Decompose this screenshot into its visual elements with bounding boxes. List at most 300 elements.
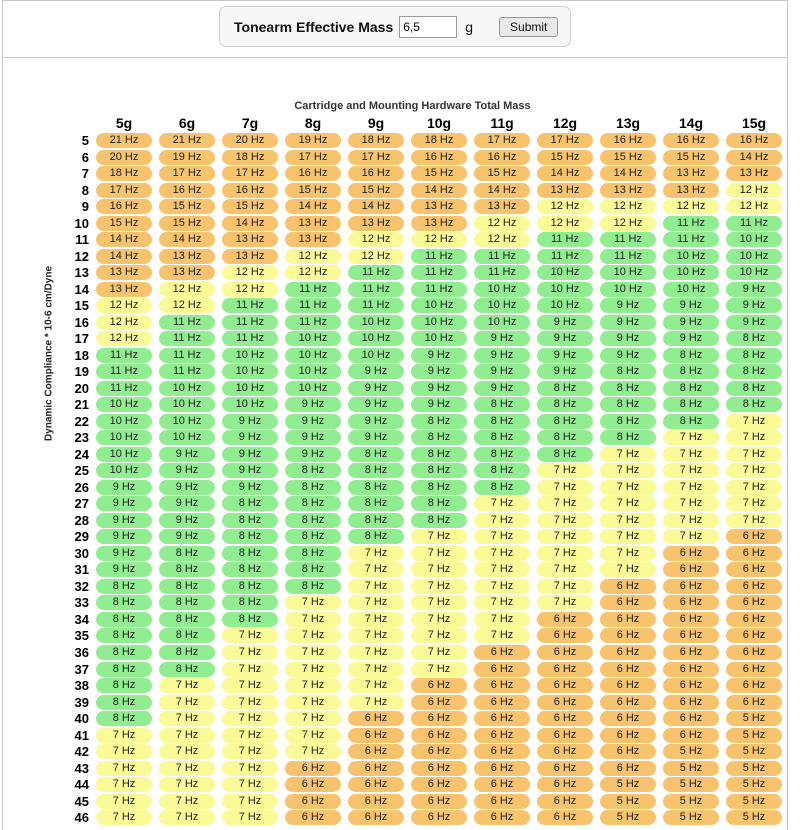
frequency-cell: 5 Hz [726,777,782,792]
frequency-cell: 14 Hz [474,183,530,198]
frequency-cell: 20 Hz [96,150,152,165]
frequency-cell: 8 Hz [411,447,467,462]
frequency-cell: 13 Hz [600,183,656,198]
frequency-cell: 10 Hz [537,282,593,297]
frequency-cell: 9 Hz [159,513,215,528]
frequency-cell: 10 Hz [96,447,152,462]
frequency-cell: 7 Hz [159,678,215,693]
compliance-row-label: 15 [74,298,89,314]
frequency-cell: 13 Hz [96,265,152,280]
frequency-cell: 8 Hz [96,645,152,660]
frequency-cell: 15 Hz [663,150,719,165]
frequency-cell: 13 Hz [411,216,467,231]
column-header: 14g [678,115,704,131]
frequency-cell: 9 Hz [222,463,278,478]
frequency-cell: 10 Hz [537,298,593,313]
column-header: 15g [741,115,767,131]
frequency-cell: 7 Hz [159,810,215,825]
frequency-cell: 5 Hz [663,777,719,792]
frequency-cell: 8 Hz [285,579,341,594]
frequency-cell: 10 Hz [159,430,215,445]
frequency-cell: 8 Hz [222,529,278,544]
frequency-cell: 9 Hz [537,331,593,346]
frequency-cell: 8 Hz [663,397,719,412]
compliance-row-label: 14 [74,281,89,297]
frequency-cell: 16 Hz [726,133,782,148]
frequency-cell: 8 Hz [96,595,152,610]
frequency-cell: 8 Hz [726,364,782,379]
frequency-cell: 14 Hz [600,166,656,181]
frequency-cell: 13 Hz [348,216,404,231]
frequency-cell: 11 Hz [96,348,152,363]
frequency-cell: 6 Hz [411,678,467,693]
frequency-cell: 8 Hz [159,628,215,643]
frequency-cell: 21 Hz [159,133,215,148]
table-row [43,777,782,792]
frequency-cell: 7 Hz [537,579,593,594]
frequency-cell: 8 Hz [663,414,719,429]
frequency-cell: 7 Hz [348,645,404,660]
column-header: 7g [241,115,259,131]
frequency-cell: 9 Hz [159,480,215,495]
compliance-row-label: 31 [74,562,89,578]
frequency-cell: 7 Hz [411,662,467,677]
frequency-cell: 12 Hz [726,183,782,198]
frequency-cell: 15 Hz [159,199,215,214]
frequency-cell: 6 Hz [663,579,719,594]
header-bar [3,6,787,58]
frequency-cell: 10 Hz [726,232,782,247]
frequency-cell: 13 Hz [663,183,719,198]
frequency-cell: 7 Hz [474,529,530,544]
compliance-row-label: 38 [74,678,89,694]
frequency-cell: 8 Hz [285,529,341,544]
frequency-cell: 9 Hz [663,298,719,313]
frequency-cell: 6 Hz [474,678,530,693]
frequency-cell: 13 Hz [285,216,341,231]
frequency-cell: 8 Hz [348,529,404,544]
frequency-cell: 8 Hz [600,414,656,429]
frequency-cell: 7 Hz [600,529,656,544]
frequency-cell: 8 Hz [159,645,215,660]
frequency-cell: 6 Hz [726,529,782,544]
table-row [43,645,782,660]
frequency-cell: 11 Hz [159,348,215,363]
frequency-cell: 10 Hz [600,282,656,297]
frequency-cell: 7 Hz [285,744,341,759]
frequency-cell: 6 Hz [663,645,719,660]
table-row [43,232,782,247]
compliance-row-label: 39 [74,694,89,710]
frequency-cell: 9 Hz [348,414,404,429]
frequency-cell: 6 Hz [474,810,530,825]
frequency-cell: 18 Hz [222,150,278,165]
frequency-cell: 7 Hz [411,645,467,660]
table-row [43,513,782,528]
frequency-cell: 5 Hz [726,728,782,743]
compliance-row-label: 30 [74,545,89,561]
compliance-row-label: 6 [81,149,89,165]
frequency-cell: 8 Hz [159,579,215,594]
frequency-cell: 12 Hz [159,298,215,313]
frequency-cell: 7 Hz [726,513,782,528]
frequency-cell: 10 Hz [159,397,215,412]
frequency-cell: 7 Hz [411,628,467,643]
frequency-cell: 9 Hz [474,348,530,363]
frequency-cell: 7 Hz [348,695,404,710]
compliance-row-label: 43 [74,760,89,776]
frequency-cell: 12 Hz [663,199,719,214]
compliance-row-label: 26 [74,479,89,495]
frequency-cell: 6 Hz [600,662,656,677]
frequency-cell: 12 Hz [474,232,530,247]
frequency-cell: 8 Hz [159,546,215,561]
frequency-cell: 8 Hz [222,595,278,610]
compliance-row-label: 17 [74,331,89,347]
frequency-cell: 6 Hz [663,728,719,743]
frequency-cell: 12 Hz [96,298,152,313]
frequency-cell: 8 Hz [159,612,215,627]
frequency-cell: 5 Hz [663,744,719,759]
frequency-cell: 8 Hz [222,579,278,594]
frequency-cell: 9 Hz [726,298,782,313]
frequency-cell: 9 Hz [537,315,593,330]
frequency-cell: 6 Hz [726,595,782,610]
table-row [43,662,782,677]
frequency-cell: 15 Hz [537,150,593,165]
frequency-cell: 8 Hz [474,480,530,495]
frequency-cell: 11 Hz [285,298,341,313]
frequency-cell: 7 Hz [348,628,404,643]
frequency-cell: 8 Hz [159,595,215,610]
frequency-cell: 8 Hz [348,496,404,511]
frequency-cell: 7 Hz [96,728,152,743]
frequency-cell: 10 Hz [348,348,404,363]
frequency-cell: 21 Hz [96,133,152,148]
compliance-row-label: 29 [74,529,89,545]
frequency-cell: 16 Hz [348,166,404,181]
compliance-row-label: 25 [74,463,89,479]
frequency-cell: 7 Hz [663,513,719,528]
frequency-cell: 11 Hz [726,216,782,231]
frequency-cell: 7 Hz [663,430,719,445]
frequency-cell: 7 Hz [600,447,656,462]
frequency-cell: 8 Hz [600,430,656,445]
frequency-cell: 10 Hz [726,265,782,280]
frequency-cell: 11 Hz [348,298,404,313]
compliance-row-label: 36 [74,644,89,660]
frequency-cell: 11 Hz [159,331,215,346]
frequency-cell: 17 Hz [159,166,215,181]
frequency-cell: 5 Hz [726,744,782,759]
frequency-cell: 13 Hz [726,166,782,181]
compliance-row-label: 35 [74,628,89,644]
frequency-cell: 8 Hz [411,513,467,528]
table-row [43,348,782,363]
frequency-cell: 6 Hz [411,810,467,825]
frequency-cell: 10 Hz [96,430,152,445]
frequency-cell: 9 Hz [285,430,341,445]
frequency-cell: 11 Hz [159,315,215,330]
frequency-cell: 10 Hz [348,331,404,346]
frequency-cell: 8 Hz [222,562,278,577]
frequency-cell: 10 Hz [663,265,719,280]
compliance-row-label: 5 [81,133,89,148]
compliance-row-label: 37 [74,661,89,677]
frequency-cell: 6 Hz [600,678,656,693]
frequency-cell: 7 Hz [348,612,404,627]
frequency-cell: 15 Hz [474,166,530,181]
frequency-cell: 12 Hz [96,315,152,330]
frequency-cell: 18 Hz [96,166,152,181]
table-row [43,711,782,726]
frequency-cell: 8 Hz [474,447,530,462]
frequency-cell: 9 Hz [474,331,530,346]
frequency-cell: 7 Hz [537,463,593,478]
frequency-cell: 8 Hz [411,414,467,429]
column-header: 5g [115,115,133,131]
table-row [43,678,782,693]
frequency-cell: 16 Hz [663,133,719,148]
frequency-cell: 6 Hz [537,711,593,726]
frequency-cell: 7 Hz [96,794,152,809]
frequency-cell: 6 Hz [411,728,467,743]
frequency-cell: 9 Hz [96,496,152,511]
frequency-cell: 6 Hz [474,695,530,710]
frequency-cell: 8 Hz [726,331,782,346]
frequency-cell: 9 Hz [222,414,278,429]
compliance-row-label: 20 [74,380,89,396]
frequency-cell: 12 Hz [348,249,404,264]
column-header-row [96,115,782,131]
frequency-cell: 10 Hz [159,414,215,429]
frequency-cell: 15 Hz [411,166,467,181]
frequency-cell: 7 Hz [348,562,404,577]
frequency-cell: 7 Hz [222,777,278,792]
frequency-cell: 9 Hz [96,513,152,528]
frequency-cell: 5 Hz [726,711,782,726]
frequency-cell: 5 Hz [663,761,719,776]
frequency-cell: 16 Hz [159,183,215,198]
frequency-cell: 6 Hz [600,595,656,610]
table-row [43,414,782,429]
frequency-cell: 9 Hz [159,529,215,544]
frequency-cell: 6 Hz [537,810,593,825]
compliance-row-label: 44 [74,777,89,793]
compliance-row-label: 18 [74,347,89,363]
frequency-cell: 13 Hz [474,199,530,214]
frequency-cell: 10 Hz [411,315,467,330]
frequency-cell: 7 Hz [96,810,152,825]
frequency-cell: 12 Hz [726,199,782,214]
frequency-cell: 9 Hz [96,562,152,577]
frequency-cell: 8 Hz [474,463,530,478]
frequency-cell: 6 Hz [726,579,782,594]
frequency-cell: 8 Hz [222,546,278,561]
frequency-cell: 6 Hz [474,744,530,759]
frequency-cell: 10 Hz [159,381,215,396]
page-container [2,0,788,830]
table-row [43,315,782,330]
frequency-cell: 8 Hz [159,662,215,677]
compliance-row-label: 32 [74,578,89,594]
frequency-cell: 6 Hz [474,761,530,776]
frequency-cell: 13 Hz [663,166,719,181]
frequency-cell: 7 Hz [663,529,719,544]
frequency-table [43,58,782,825]
tonearm-mass-input[interactable] [399,16,457,38]
table-row [43,562,782,577]
table-row [43,695,782,710]
frequency-cell: 7 Hz [474,579,530,594]
frequency-cell: 13 Hz [411,199,467,214]
frequency-cell: 6 Hz [600,761,656,776]
table-row [43,381,782,396]
frequency-cell: 12 Hz [600,216,656,231]
frequency-cell: 8 Hz [537,447,593,462]
frequency-cell: 10 Hz [600,265,656,280]
compliance-row-label: 40 [74,711,89,727]
frequency-cell: 14 Hz [348,199,404,214]
frequency-cell: 10 Hz [285,348,341,363]
compliance-row-label: 16 [74,314,89,330]
frequency-cell: 9 Hz [96,546,152,561]
frequency-cell: 8 Hz [726,397,782,412]
frequency-cell: 17 Hz [222,166,278,181]
frequency-cell: 8 Hz [96,612,152,627]
table-row [43,529,782,544]
frequency-cell: 7 Hz [411,612,467,627]
submit-button[interactable]: Submit [499,17,558,37]
frequency-cell: 17 Hz [474,133,530,148]
frequency-cell: 8 Hz [285,546,341,561]
frequency-cell: 10 Hz [222,381,278,396]
frequency-cell: 6 Hz [537,744,593,759]
frequency-cell: 7 Hz [222,628,278,643]
table-row [43,331,782,346]
compliance-row-label: 34 [74,611,89,627]
frequency-cell: 7 Hz [726,414,782,429]
frequency-cell: 12 Hz [474,216,530,231]
frequency-cell: 5 Hz [600,777,656,792]
frequency-cell: 7 Hz [474,496,530,511]
column-header: 6g [178,115,196,131]
frequency-cell: 7 Hz [222,711,278,726]
frequency-cell: 10 Hz [474,282,530,297]
frequency-cell: 7 Hz [600,480,656,495]
compliance-row-label: 19 [74,364,89,380]
frequency-cell: 7 Hz [348,595,404,610]
frequency-cell: 11 Hz [285,282,341,297]
frequency-cell: 6 Hz [600,728,656,743]
frequency-cell: 9 Hz [159,496,215,511]
frequency-cell: 7 Hz [600,562,656,577]
frequency-cell: 7 Hz [600,463,656,478]
frequency-cell: 6 Hz [663,562,719,577]
frequency-cell: 7 Hz [663,496,719,511]
frequency-cell: 10 Hz [411,298,467,313]
frequency-cell: 6 Hz [726,546,782,561]
frequency-cell: 9 Hz [411,364,467,379]
frequency-cell: 14 Hz [726,150,782,165]
frequency-cell: 5 Hz [726,794,782,809]
frequency-cell: 9 Hz [537,364,593,379]
frequency-cell: 11 Hz [222,315,278,330]
frequency-cell: 16 Hz [600,133,656,148]
compliance-row-label: 41 [74,727,89,743]
frequency-cell: 12 Hz [159,282,215,297]
table-row [43,463,782,478]
frequency-cell: 7 Hz [285,645,341,660]
frequency-cell: 5 Hz [663,810,719,825]
frequency-cell: 8 Hz [348,480,404,495]
frequency-cell: 9 Hz [663,315,719,330]
frequency-cell: 8 Hz [600,364,656,379]
frequency-cell: 18 Hz [411,133,467,148]
frequency-cell: 8 Hz [411,463,467,478]
frequency-cell: 8 Hz [348,513,404,528]
frequency-cell: 9 Hz [285,397,341,412]
frequency-cell: 8 Hz [285,463,341,478]
frequency-cell: 7 Hz [474,513,530,528]
frequency-cell: 9 Hz [348,397,404,412]
frequency-cell: 20 Hz [222,133,278,148]
frequency-cell: 6 Hz [474,777,530,792]
frequency-cell: 14 Hz [159,232,215,247]
frequency-cell: 7 Hz [159,777,215,792]
frequency-cell: 7 Hz [222,645,278,660]
frequency-cell: 8 Hz [600,381,656,396]
frequency-cell: 11 Hz [285,315,341,330]
frequency-cell: 6 Hz [726,662,782,677]
table-row [43,166,782,181]
mass-unit-label: g [465,18,474,35]
frequency-cell: 6 Hz [600,711,656,726]
frequency-cell: 12 Hz [222,265,278,280]
frequency-cell: 9 Hz [411,397,467,412]
frequency-cell: 6 Hz [348,711,404,726]
frequency-cell: 6 Hz [537,662,593,677]
frequency-cell: 8 Hz [537,430,593,445]
frequency-cell: 7 Hz [726,447,782,462]
table-row [43,265,782,280]
y-axis-label: Dynamic Compliance * 10-6 cm/Dyne [43,265,55,442]
frequency-cell: 8 Hz [348,447,404,462]
frequency-cell: 9 Hz [474,381,530,396]
frequency-cell: 7 Hz [411,546,467,561]
frequency-cell: 8 Hz [726,348,782,363]
frequency-cell: 7 Hz [159,711,215,726]
frequency-cell: 11 Hz [663,232,719,247]
frequency-cell: 19 Hz [285,133,341,148]
frequency-cell: 7 Hz [285,728,341,743]
frequency-cell: 13 Hz [96,282,152,297]
compliance-row-label: 21 [74,397,89,413]
frequency-cell: 6 Hz [663,595,719,610]
compliance-row-label: 28 [74,512,89,528]
frequency-cell: 7 Hz [411,529,467,544]
frequency-cell: 8 Hz [663,364,719,379]
frequency-cell: 6 Hz [537,728,593,743]
frequency-cell: 12 Hz [600,199,656,214]
frequency-cell: 6 Hz [600,695,656,710]
frequency-cell: 6 Hz [474,662,530,677]
table-row [43,579,782,594]
frequency-cell: 11 Hz [411,265,467,280]
frequency-cell: 18 Hz [348,133,404,148]
frequency-cell: 8 Hz [96,662,152,677]
table-row [43,249,782,264]
